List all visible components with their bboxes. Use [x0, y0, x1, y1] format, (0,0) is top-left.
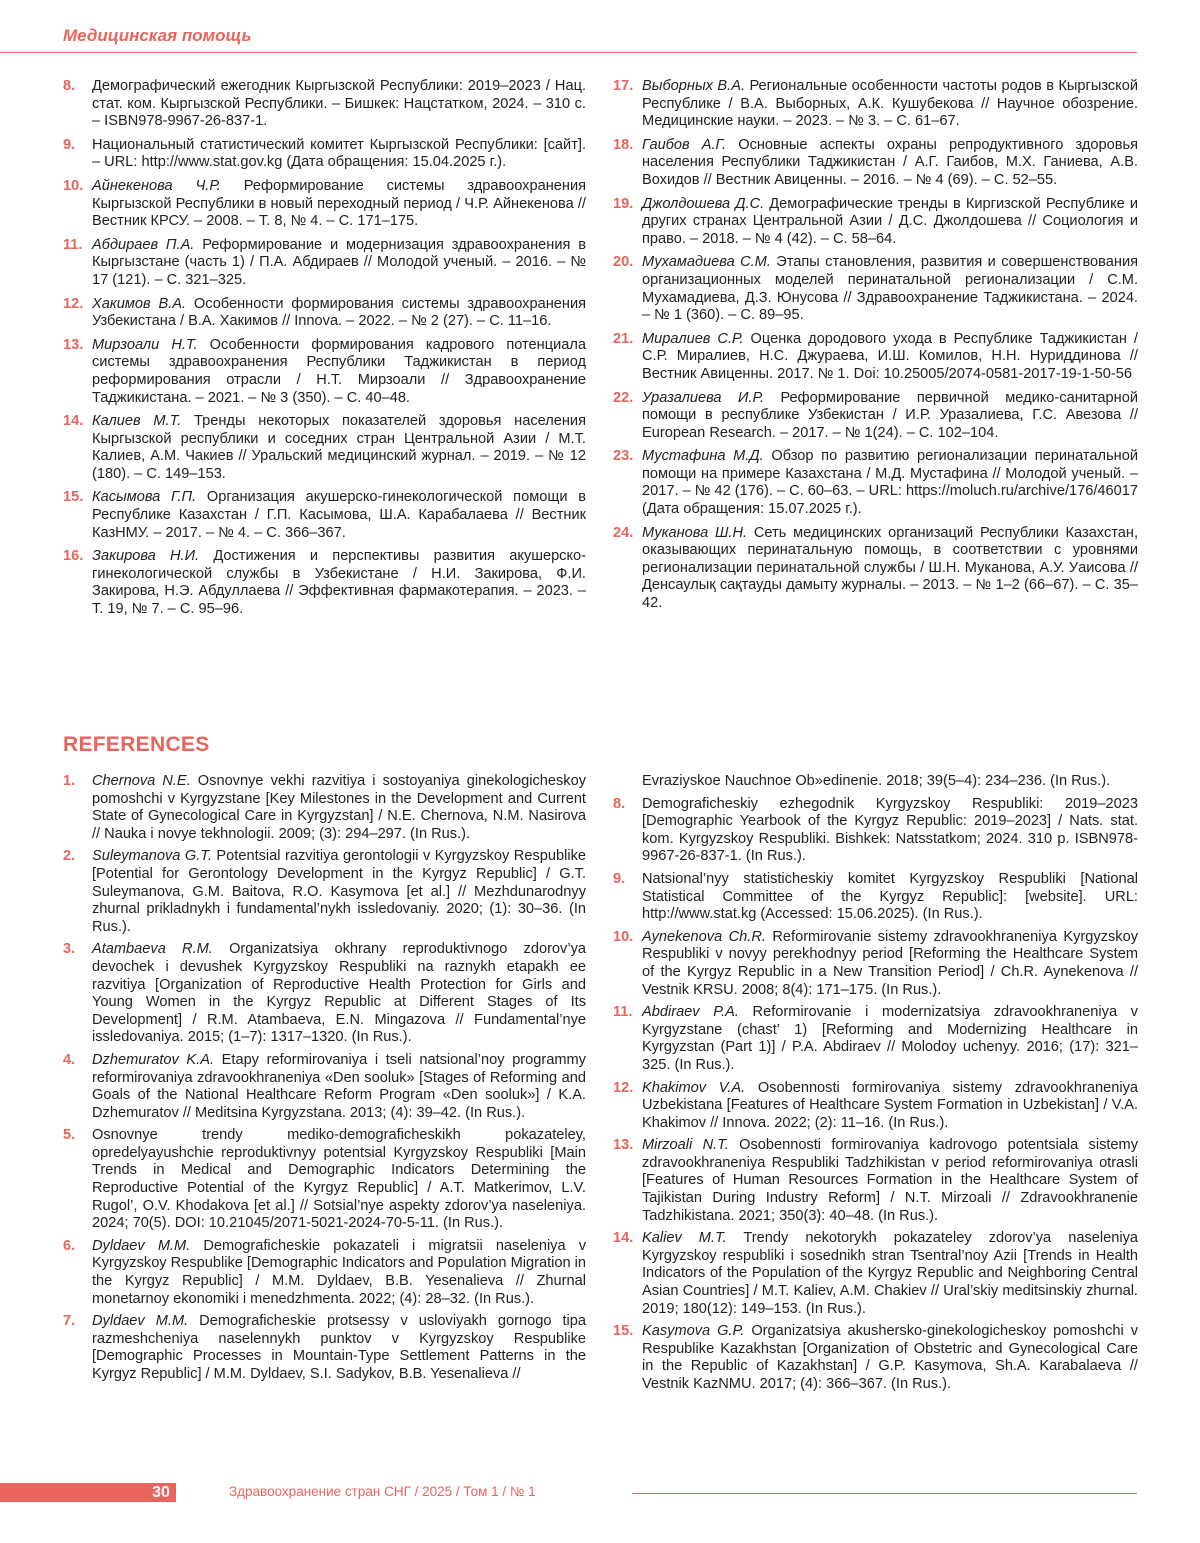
reference-number: 19. — [613, 195, 634, 212]
reference-author: Мирзоали Н.Т. — [92, 336, 198, 353]
reference-number: 11. — [63, 236, 83, 253]
reference-number: 4. — [63, 1051, 76, 1068]
reference-number: 22. — [613, 389, 634, 406]
journal-title: Здравоохранение стран СНГ / 2025 / Том 1 / № 1 — [229, 1484, 536, 1499]
reference-text: Osnovnye vekhi razvitiya i sostoyaniya ginekologicheskoy pomoshchi v Kyrgyzstane [Key Milestones in the Development and Current State of Gynecological Care in Kyrgyzstan] / N.E. Chernova, N.M. Nasirova // Nauka i novye tekhnologii. 2009; (3): 294–297. (In Rus.). — [92, 773, 586, 842]
reference-text: Достижения и перспективы развития акушерско-гинекологической службы в Узбекистане / Н.И. Закирова, Ф.И. Закирова, Н.Э. Абдуллаева // Эффективная фармакотерапия. – 2023. – Т. 19, № 7. – С. 95–96. — [92, 548, 587, 618]
reference-number: 14. — [613, 1230, 634, 1247]
reference-number: 13. — [613, 1137, 634, 1154]
reference-author: Закирова Н.И. — [92, 548, 200, 565]
reference-item — [613, 871, 1138, 924]
reference-number: 14. — [63, 413, 84, 430]
reference-author: Kasymova G.P. — [642, 1323, 745, 1340]
reference-item — [63, 296, 586, 331]
reference-item — [63, 941, 586, 1047]
reference-number: 9. — [613, 870, 626, 887]
reference-text: Reformirovanie i modernizatsiya zdravookhraneniya v Kyrgyzstane (chast’ 1) [Reforming and Modernizing Healthcare in Kyrgyzstan (Part 1)] / P.A. Abdiraev // Molodoy uchenyy. 2016; (17): 321–325. (In Rus.). — [642, 1004, 1138, 1073]
reference-text: Реформирование и модернизация здравоохранения в Кыргызстане (часть 1) / П.А. Абдираев // Молодой ученый. – 2016. – № 17 (121). – С. 321–325. — [92, 236, 586, 288]
reference-item — [63, 178, 586, 231]
reference-author: Хакимов В.А. — [92, 295, 187, 312]
reference-item — [613, 929, 1138, 999]
reference-item — [63, 337, 586, 407]
references-heading: REFERENCES — [63, 733, 210, 756]
reference-item — [63, 1238, 586, 1308]
reference-item — [613, 525, 1138, 613]
reference-number: 13. — [63, 336, 84, 353]
reference-author: Муканова Ш.Н. — [642, 524, 748, 541]
reference-text: Реформирование системы здравоохранения Кыргызской Республики в новый переходный период / Ч.Р. Айнекенова // Вестник КРСУ. – 2008. – Т. 8, № 4. – С. 171–175. — [92, 177, 586, 230]
reference-author: Миралиев С.Р. — [642, 330, 744, 347]
reference-item — [63, 548, 586, 618]
reference-author: Suleymanova G.T. — [92, 848, 212, 865]
reference-text: Potentsial razvitiya gerontologii v Kyrgyzskoy Respublike [Potential for Gerontology Development in the Kyrgyz Republic] / G.T. Suleymanova, G.M. Baitova, R.O. Kasymova [et al.] // Mezhdunarodnyy zhurnal prikladnykh i fundamental’nykh issledovaniy. 2020; (1): 30–36. (In Rus.). — [92, 848, 587, 935]
reference-text: Оценка дородового ухода в Республике Таджикистан / С.Р. Миралиев, Н.С. Джураева, И.Ш. Комилов, Н.Н. Нуриддинова // Вестник Авиценны. 2017. № 1. Doi: 10.25005/2074-0581-2017-19-1-50-56 — [642, 330, 1138, 382]
reference-item — [613, 390, 1138, 443]
reference-item — [613, 1230, 1138, 1318]
reference-text: Основные аспекты охраны репродуктивного здоровья населения Республики Таджикистан / А.Г. Гаибов, М.Х. Ганиева, А.В. Вохидов // Вестник Авиценны. – 2016. – № 4 (69). – С. 52–55. — [642, 136, 1138, 188]
reference-number: 17. — [613, 78, 634, 94]
reference-text: Demograficheskie protsessy v usloviyakh gornogo tipa razmeshcheniya naselennykh punktov v Kyrgyzskoy Respublike [Demographic Processes in Mountain-Type Settlement Patterns in the Kyrgyz Republic] / M.M. Dyldaev, S.I. Sadykov, B.B. Yesenalieva // — [92, 1313, 587, 1382]
reference-text: Natsional’nyy statisticheskiy komitet Kyrgyzskoy Respubliki [National Statistical Committee of the Kyrgyz Republic]: [website]. URL: http://www.stat.kg (Accessed: 15.06.2025). (In Rus.). — [642, 870, 1138, 923]
reference-text: Osobennosti formirovaniya kadrovogo potentsiala sistemy zdravookhraneniya Respubliki Tadzhikistan v period reformirovaniya otrasli [Features of Human Resources Formation in the Healthcare System of Tajikistan During Industry Reform] / N.T. Mirzoali // Zdravookhranenie Tadzhikistana. 2021; 350(3): 40–48. (In Rus.). — [642, 1137, 1138, 1224]
reference-text: Региональные особенности частоты родов в Кыргызской Республике / В.А. Выборных, А.К. Кушубекова // Научное обозрение. Медицинские науки. – 2023. – № 3. – С. 61–67. — [642, 78, 1138, 130]
reference-item — [63, 1127, 586, 1233]
reference-number: 5. — [63, 1127, 76, 1144]
reference-item — [63, 1313, 586, 1383]
reference-number: 20. — [613, 254, 634, 271]
reference-author: Kaliev M.T. — [642, 1230, 727, 1247]
section-title: Медицинская помощь — [63, 26, 252, 45]
reference-item — [63, 137, 586, 172]
reference-author: Chernova N.E. — [92, 773, 191, 789]
reference-item — [613, 1323, 1138, 1393]
reference-number: 6. — [63, 1237, 76, 1254]
reference-text: Особенности формирования системы здравоохранения Узбекистана / В.А. Хакимов // Innova. – 2022. – № 2 (27). – С. 11–16. — [92, 295, 586, 330]
reference-number: 15. — [63, 489, 84, 506]
reference-number: 8. — [613, 795, 626, 812]
reference-text: Etapy reformirovaniya i tseli natsional’noy programmy reformirovaniya zdravookhraneniya «Den sooluk» [Stages of Reforming and Goals of the National Healthcare Reform Program «Den sooluk»] / K.A. Dzhemuratov // Meditsina Kyrgyzstana. 2013; (4): 39–42. (In Rus.). — [92, 1051, 586, 1121]
reference-number: 15. — [613, 1323, 634, 1340]
reference-author: Калиев М.Т. — [92, 413, 182, 430]
reference-text: Организация акушерско-гинекологической помощи в Республике Казахстан / Г.П. Касымова, Ш.А. Карабалаева // Вестник КазНМУ. – 2017. – № 4. – С. 366–367. — [92, 489, 586, 541]
reference-text: Osobennosti formirovaniya sistemy zdravookhraneniya Uzbekistana [Features of Healthcare System Formation in Uzbekistan] / V.A. Khakimov // Innova. 2022; (2): 11–16. (In Rus.). — [642, 1079, 1139, 1131]
reference-text: Демографический ежегодник Кыргызской Республики: 2019–2023 / Нац. стат. ком. Кыргызской Республики. – Бишкек: Нацстатком, 2024. – 310 с. – ISBN978-9967-26-837-1. — [92, 78, 586, 130]
reference-author: Khakimov V.A. — [642, 1079, 746, 1096]
reference-author: Abdiraev P.A. — [642, 1004, 739, 1021]
page-number: 30 — [152, 1484, 170, 1501]
reference-text: Demograficheskiy ezhegodnik Kyrgyzskoy Respubliki: 2019–2023 [Demographic Yearbook of the Kyrgyz Republic: 2019–2023] / Nats. stat. kom. Kyrgyzskoy Respubliki. Bishkek: Natsstatkom; 2024. 310 p. ISBN978-9967-26-837-1. (In Rus.). — [642, 795, 1138, 865]
reference-item — [613, 1004, 1138, 1074]
reference-number: 18. — [613, 136, 634, 153]
reference-text: Демографические тренды в Киргизской Республике и других странах Центральной Азии / Д.С. Джолдошева // Социология и право. – 2018. – № 4 (42). – С. 58–64. — [642, 195, 1138, 247]
reference-number: 9. — [63, 136, 76, 153]
reference-author: Абдираев П.А. — [92, 236, 195, 253]
reference-text: Национальный статистический комитет Кыргызской Республики: [сайт]. – URL: http://www.stat.gov.kg (Дата обращения: 15.04.2025 г.). — [92, 136, 586, 171]
reference-author: Мухамадиева С.М. — [642, 254, 771, 271]
footer-divider — [632, 1493, 1137, 1494]
reference-number: 16. — [63, 548, 84, 565]
reference-text: Demograficheskie pokazateli i migratsii naseleniya v Kyrgyzskoy Respublike [Demographic Indicators and Population Migration in the Kyrgyz Republic] / M.M. Dyldaev, B.B. Yesenalieva // Zhurnal monetarnoy ekonomiki i menedzhmenta. 2022; (4): 28–32. (In Rus.). — [92, 1237, 587, 1307]
russian-references-right-column — [613, 78, 1138, 619]
header-divider — [0, 52, 1137, 53]
reference-text: Реформирование первичной медико-санитарной помощи в республике Узбекистан / И.Р. Уразалиева, Г.С. Авезова // European Research. – 2017. – № 1(24). – С. 102–104. — [642, 389, 1138, 441]
reference-continuation: Evraziyskoe Nauchnoe Ob»edinenie. 2018; 39(5–4): 234–236. (In Rus.). — [642, 773, 1111, 789]
reference-item — [63, 848, 586, 936]
reference-number: 2. — [63, 848, 76, 865]
reference-item — [63, 773, 586, 843]
reference-item — [613, 196, 1138, 249]
reference-number: 10. — [613, 928, 634, 945]
reference-item — [63, 78, 586, 131]
reference-item — [613, 796, 1138, 866]
reference-text: Сеть медицинских организаций Республики Казахстан, оказывающих перинатальную помощь, в соответствии с уровнями регионализации перинатальной службы / Ш.Н. Муканова, А.У. Уаисова // Денсаулық сақтауды дамыту журналы. – 2013. – № 1–2 (66–67). – С. 35–42. — [642, 524, 1138, 612]
reference-author: Выборных В.А. — [642, 78, 746, 94]
reference-number: 1. — [63, 773, 76, 789]
reference-text: Reformirovanie sistemy zdravookhraneniya Kyrgyzskoy Respubliki v novyy perekhodnyy period [Reforming the Healthcare System of the Kyrgyz Republic in a New Transition Period] / Ch.R. Aynekenova // Vestnik KRSU. 2008; 8(4): 171–175. (In Rus.). — [642, 928, 1138, 998]
english-references-left-column — [63, 773, 586, 1389]
reference-author: Dzhemuratov K.A. — [92, 1051, 215, 1068]
reference-author: Касымова Г.П. — [92, 489, 197, 506]
reference-item — [63, 1052, 586, 1122]
reference-number: 3. — [63, 941, 76, 958]
reference-number: 8. — [63, 78, 76, 94]
reference-number: 12. — [63, 295, 84, 312]
reference-item — [613, 448, 1138, 518]
reference-author: Atambaeva R.M. — [92, 941, 213, 958]
reference-item — [613, 137, 1138, 190]
reference-author: Джолдошева Д.С. — [642, 195, 765, 212]
reference-text: Тренды некоторых показателей здоровья населения Кыргызской республики и соседних стран Центральной Азии / М.Т. Калиев, А.М. Чакиев // Уральский медицинский журнал. – 2019. – № 12 (180). – С. 149–153. — [92, 413, 586, 482]
reference-item — [63, 413, 586, 483]
reference-number: 24. — [613, 524, 634, 541]
reference-text: Trendy nekotorykh pokazateley zdorov’ya naseleniya Kyrgyzskoy respubliki i sosednikh stran Tsentral’noy Azii [Trends in Health Indicators of the Population of the Kyrgyz Republic and Neighboring Central Asian Countries] / M.T. Kaliev, A.M. Chakiev // Ural’skiy meditsinskiy zhurnal. 2019; 180(12): 149–153. (In Rus.). — [642, 1230, 1138, 1317]
reference-text: Organizatsiya akushersko-ginekologicheskoy pomoshchi v Respublike Kazakhstan [Organization of Obstetric and Gynecological Care in the Republic of Kazakhstan] / G.P. Kasymova, Sh.A. Karabalaeva // Vestnik KazNMU. 2017; (4): 366–367. (In Rus.). — [642, 1323, 1139, 1392]
reference-number: 7. — [63, 1313, 76, 1330]
reference-item — [613, 254, 1138, 324]
reference-author: Mirzoali N.T. — [642, 1137, 729, 1154]
reference-author: Айнекенова Ч.Р. — [92, 177, 221, 194]
reference-item — [613, 78, 1138, 131]
reference-text: Обзор по развитию регионализации перинатальной помощи на примере Казахстана / М.Д. Мустафина // Молодой ученый. – 2017. – № 42 (176). – С. 60–63. – URL: https://moluch.ru/archive/176/46017 (Дата обращения: 15.07.2025 г.). — [642, 448, 1138, 518]
reference-author: Мустафина М.Д. — [642, 448, 764, 465]
reference-author: Уразалиева И.Р. — [642, 389, 764, 406]
reference-item — [63, 237, 586, 290]
reference-text: Osnovnye trendy mediko-demograficheskikh pokazateley, opredelyayushchie reproduktivnyy potentsial Kyrgyzskoy Respubliki [Main Trends in Medical and Demographic Indicators Determining the Reproductive Potential of the Kyrgyz Republic] / A.T. Matkerimov, L.V. Rugol’, O.V. Khodakova [et al.] // Sotsial’nye aspekty zdorov’ya naseleniya. 2024; 70(5). DOI: 10.21045/2071-5021-2024-70-5-11. (In Rus.). — [92, 1127, 586, 1232]
reference-number: 12. — [613, 1079, 634, 1096]
reference-author: Dyldaev M.M. — [92, 1237, 191, 1254]
reference-text: Особенности формирования кадрового потенциала системы здравоохранения Республики Таджикистан в период реформирования отрасли / Н.Т. Мирзоали // Здравоохранение Таджикистана. – 2021. – № 3 (350). – С. 40–48. — [92, 336, 586, 406]
reference-item — [613, 1137, 1138, 1225]
reference-author: Гаибов А.Г. — [642, 136, 727, 153]
reference-item — [613, 331, 1138, 384]
reference-number: 23. — [613, 448, 634, 465]
reference-item — [63, 489, 586, 542]
reference-author: Dyldaev M.M. — [92, 1313, 189, 1330]
russian-references-left-column — [63, 78, 586, 625]
reference-item — [613, 1080, 1138, 1133]
english-references-right-column — [613, 773, 1138, 1399]
reference-number: 10. — [63, 177, 84, 194]
reference-number: 21. — [613, 330, 634, 347]
reference-text: Organizatsiya okhrany reproduktivnogo zdorov’ya devochek i devushek Kyrgyzskoy Respubliki na raznykh etapakh ee razvitiya [Organization of Reproductive Health Protection for Girls and Young Women in the Kyrgyz Republic at Different Stages of Its Development] / R.M. Atambaeva, E.N. Mingazova // Fundamental’nye issledovaniya. 2015; (1–7): 1317–1320. (In Rus.). — [92, 941, 586, 1046]
reference-text: Этапы становления, развития и совершенствования организационных моделей перинатальной регионализации / С.М. Мухамадиева, Д.З. Юнусова // Здравоохранение Таджикистана. – 2024. – № 1 (360). – С. 89–95. — [642, 254, 1138, 324]
reference-number: 11. — [613, 1004, 633, 1021]
reference-author: Aynekenova Ch.R. — [642, 928, 766, 945]
